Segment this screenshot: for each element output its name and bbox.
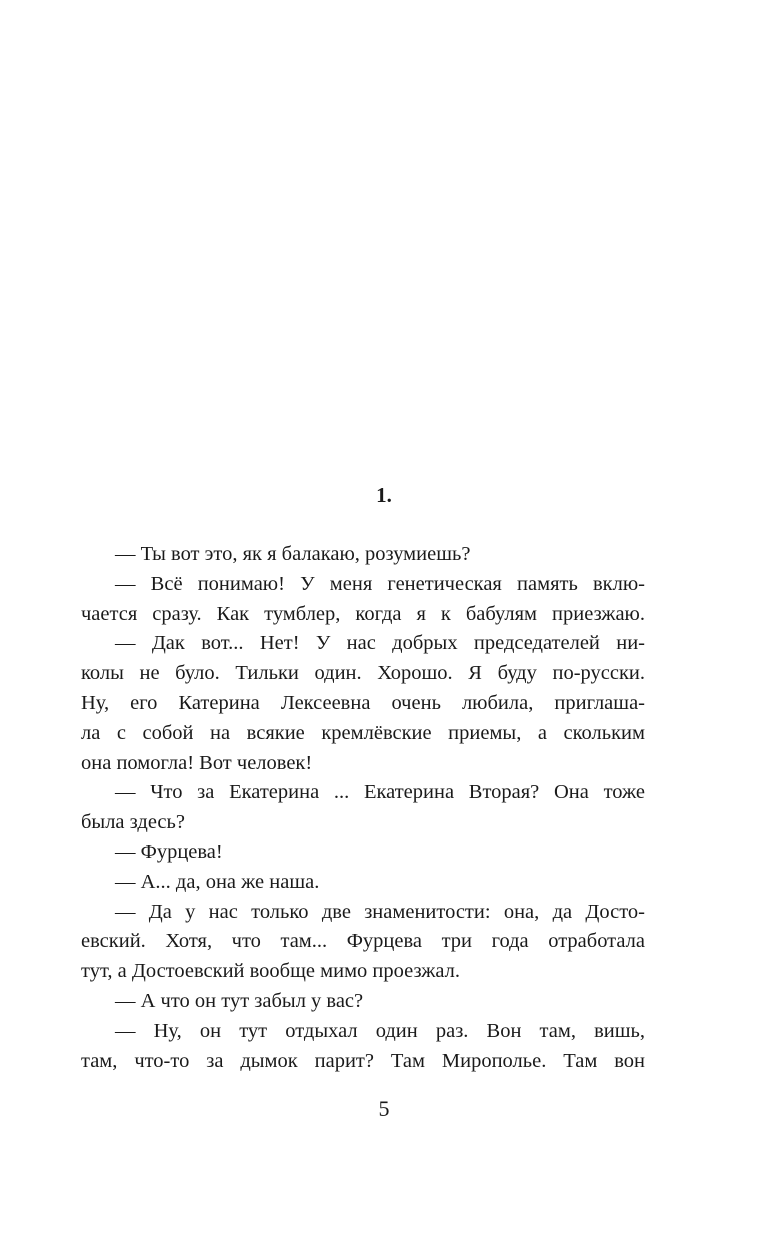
body-text <box>81 540 645 1076</box>
text-line: чается сразу. Как тумблер, когда я к бабулям приезжаю. <box>81 602 645 625</box>
text-line: — А... да, она же наша. <box>115 870 320 893</box>
text-line: — Ну, он тут отдыхал один раз. Вон там, вишь, <box>115 1019 645 1042</box>
text-line: ла с собой на всякие кремлёвские приемы, а скольким <box>81 721 645 744</box>
text-line: она помогла! Вот человек! <box>81 751 313 774</box>
text-line: евский. Хотя, что там... Фурцева три года отработала <box>81 930 645 953</box>
text-line: — Что за Екатерина ... Екатерина Вторая? Она тоже <box>115 781 645 804</box>
page-number: 5 <box>378 1096 390 1121</box>
text-line: была здесь? <box>81 811 185 834</box>
text-line: там, что-то за дымок парит? Там Мирополье. Там вон <box>81 1049 645 1072</box>
text-line: — Всё понимаю! У меня генетическая память вклю- <box>115 572 645 595</box>
chapter-title: 1. <box>376 483 392 507</box>
text-line: — Ты вот это, як я балакаю, розумиешь? <box>115 543 471 565</box>
text-line: колы не було. Тильки один. Хорошо. Я буду по-русски. <box>81 662 645 685</box>
text-line: Ну, его Катерина Лексеевна очень любила, приглаша- <box>81 691 645 714</box>
text-line: тут, а Достоевский вообще мимо проезжал. <box>81 960 461 983</box>
text-line: — А что он тут забыл у вас? <box>115 989 364 1012</box>
text-line: — Фурцева! <box>115 840 223 863</box>
text-line: — Да у нас только две знаменитости: она, да Досто- <box>115 900 645 923</box>
text-line: — Дак вот... Нет! У нас добрых председателей ни- <box>115 632 645 655</box>
